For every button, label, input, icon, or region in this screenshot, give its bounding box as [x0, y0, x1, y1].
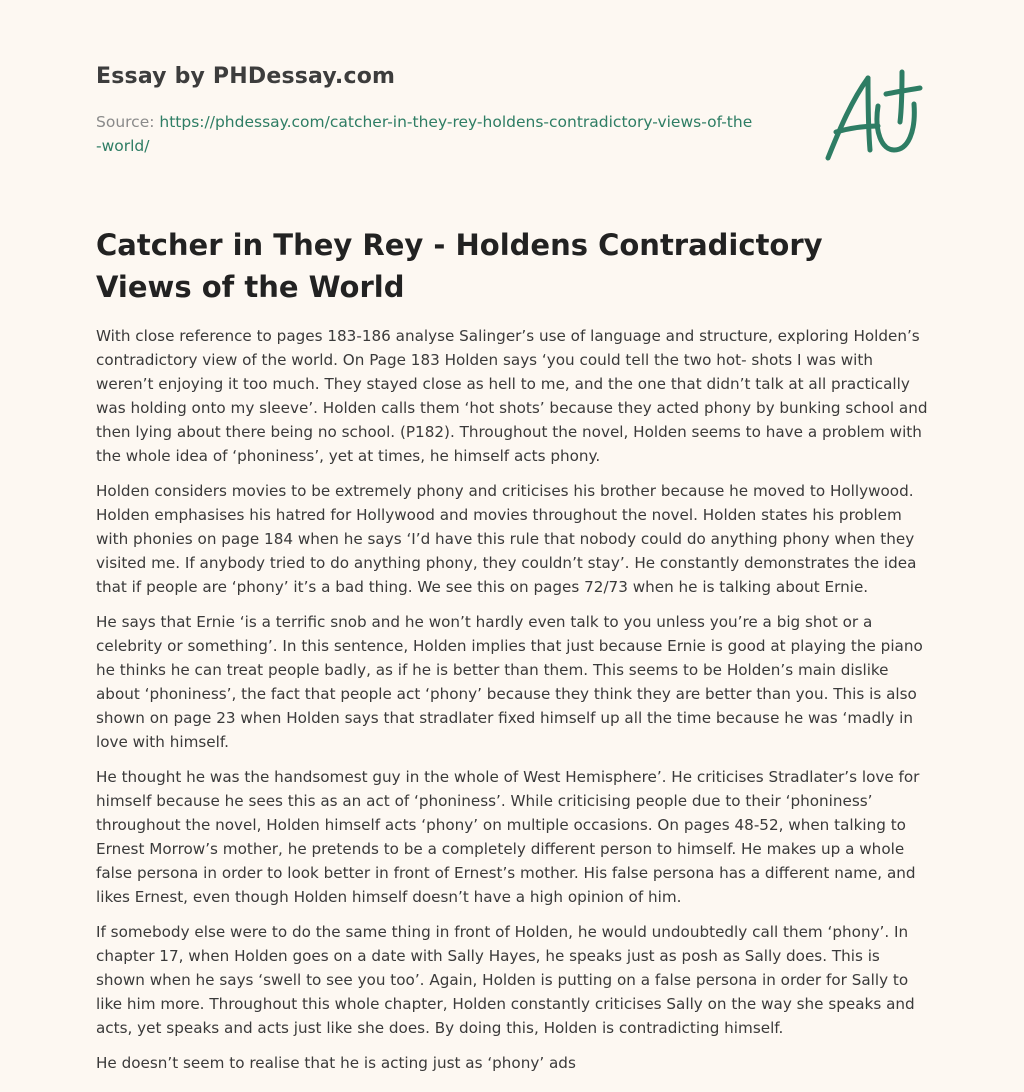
article-body [96, 324, 928, 1086]
site-brand: Essay by PHDessay.com [96, 64, 396, 89]
source-label: Source: [96, 113, 160, 131]
paragraph: He thought he was the handsomest guy in the whole of West Hemisphere’. He criticises Stradlater’s love for himself because he sees this as an act of ‘phoniness’. While criticising people due to their ‘phoniness’ throughout the novel, Holden himself acts ‘phony’ on multiple occasions. On pages 48-52, when talking to Ernest Morrow’s mother, he pretends to be a completely different person to himself. He makes up a whole false persona in order to look better in front of Ernest’s mother. His false persona has a different name, and likes Ernest, even though Holden himself doesn’t have a high opinion of him. [96, 768, 920, 906]
paragraph: With close reference to pages 183-186 analyse Salinger’s use of language and structure, exploring Holden’s contradictory view of the world. On Page 183 Holden says ‘you could tell the two hot- shots I was with weren’t enjoying it too much. They stayed close as hell to me, and the one that didn’t talk at all practically was holding onto my sleeve’. Holden calls them ‘hot shots’ because they acted phony by bunking school and then lying about there being no school. (P182). Throughout the novel, Holden seems to have a problem with the whole idea of ‘phoniness’, yet at times, he himself acts phony. [96, 327, 928, 465]
paragraph: He says that Ernie ‘is a terrific snob and he won’t hardly even talk to you unless you’re a big shot or a celebrity or something’. In this sentence, Holden implies that just because Ernie is good at playing the piano he thinks he can treat people badly, as if he is better than them. This seems to be Holden’s main dislike about ‘phoniness’, the fact that people act ‘phony’ because they think they are better than you. This is also shown on page 23 when Holden says that stradlater fixed himself up all the time because he was ‘madly in love with himself. [96, 613, 923, 751]
source-line [96, 110, 756, 158]
article-title: Catcher in They Rey - Holdens Contradictory Views of the World [96, 228, 823, 304]
a-plus-grade-icon [822, 66, 926, 166]
paragraph: If somebody else were to do the same thing in front of Holden, he would undoubtedly call them ‘phony’. In chapter 17, when Holden goes on a date with Sally Hayes, he speaks just as posh as Sally does. This is shown when he says ‘swell to see you too’. Again, Holden is putting on a false persona in order for Sally to like him more. Throughout this whole chapter, Holden constantly criticises Sally on the way she speaks and acts, yet speaks and acts just like she does. By doing this, Holden is contradicting himself. [96, 923, 915, 1037]
paragraph: He doesn’t seem to realise that he is acting just as ‘phony’ ads [96, 1054, 576, 1072]
paragraph: Holden considers movies to be extremely phony and criticises his brother because he moved to Hollywood. Holden emphasises his hatred for Hollywood and movies throughout the novel. Holden states his problem with phonies on page 184 when he says ‘I’d have this rule that nobody could do anything phony when they visited me. If anybody tried to do anything phony, they couldn’t stay’. He constantly demonstrates the idea that if people are ‘phony’ it’s a bad thing. We see this on pages 72/73 when he is talking about Ernie. [96, 482, 917, 596]
source-link[interactable]: https://phdessay.com/catcher-in-they-rey-holdens-contradictory-views-of-the-world/ [96, 113, 753, 155]
